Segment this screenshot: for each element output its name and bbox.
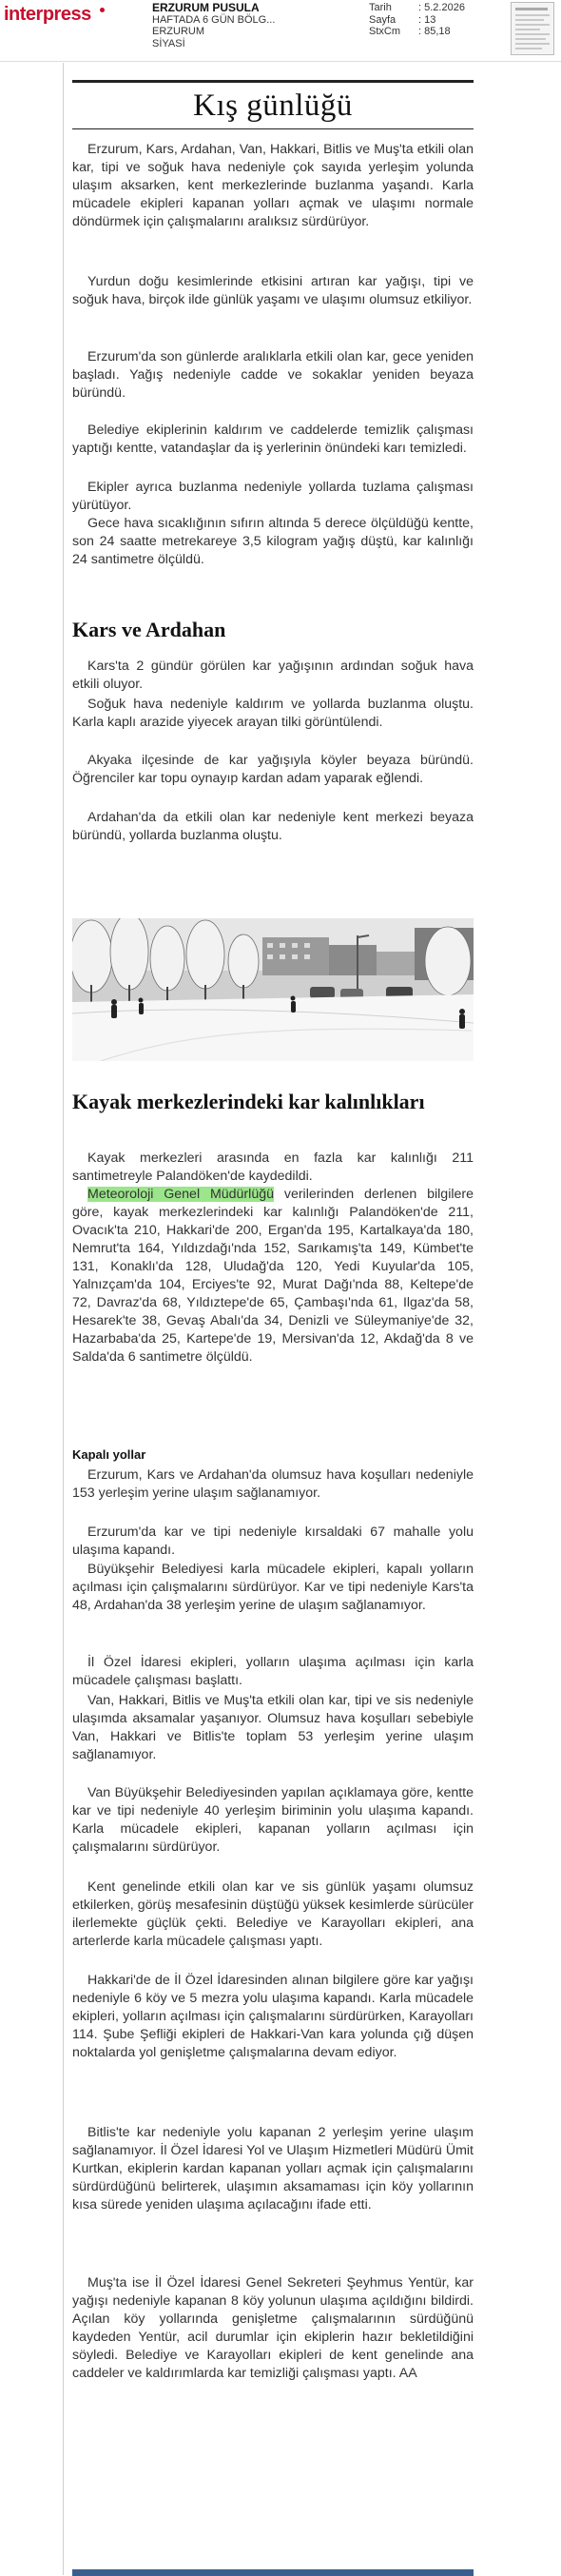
- ski-paragraph-data: [72, 1186, 474, 1367]
- roads-paragraph: Erzurum, Kars ve Ardahan'da olumsuz hava koşulları nedeniyle 153 yerleşim yerine ulaşım sağlanamıyor.: [72, 1467, 474, 1501]
- clipping-header: [0, 0, 561, 63]
- intro-paragraph: Yurdun doğu kesimlerinde etkisini artıran kar yağışı, tipi ve soğuk hava, birçok ilde günlük yaşamı ve ulaşımı olumsuz etkiliyor.: [72, 274, 474, 307]
- date-label: Tarih: [369, 2, 392, 13]
- ski-paragraph: Kayak merkezleri arasında en fazla kar kalınlığı 211 santimetreyle Palandöken'de kaydedildi.: [72, 1150, 474, 1184]
- roads-paragraph: Erzurum'da kar ve tipi nedeniyle kırsaldaki 67 mahalle yolu ulaşıma kapandı.: [72, 1524, 474, 1558]
- publication-info: [152, 2, 275, 49]
- kars-paragraph: Ardahan'da da etkili olan kar nedeniyle kent merkezi beyaza büründü, yollarda buzlanma oluştu.: [72, 810, 474, 843]
- publication-section: SİYASİ: [152, 37, 185, 49]
- page-value: 13: [424, 13, 436, 26]
- subheading-ski: Kayak merkezlerindeki kar kalınlıkları: [72, 1090, 425, 1113]
- subheading-kars: Kars ve Ardahan: [72, 618, 226, 641]
- intro-paragraph: Erzurum'da son günlerde aralıklarla etkili olan kar, gece yeniden başladı. Yağış nedeniyle cadde ve sokaklar yeniden beyaza büründü.: [72, 349, 474, 401]
- stx-value: 85,18: [424, 26, 451, 37]
- interpress-logo: interpress: [4, 4, 91, 25]
- roads-paragraph: Hakkari'de de İl Özel İdaresinden alınan bilgilere göre kar yağışı nedeniyle 6 köy ve 5 mezra yolu ulaşıma kapandı. Karla mücadele ekipleri, yolların açılması için çalışmalarını sürdürürken, Karayolları 114. Şube Şefliği ekipleri de Hakkari-Van kara yolunda çığ düşen noktalarda yol genişletme çalışmalarına devam ediyor.: [72, 1973, 474, 2060]
- intro-paragraph: Erzurum, Kars, Ardahan, Van, Hakkari, Bitlis ve Muş'ta etkili olan kar, tipi ve soğuk hava nedeniyle çok sayıda yerleşim yolunda ulaşım aksarken, kent merkezlerinde buzlanma yaşandı. Karla mücadele ekipleri kapanan yolları açmak ve ulaşımı normale döndürmek için çalışmalarını aralıksız sürdürüyor.: [72, 142, 474, 229]
- roads-paragraph: Van, Hakkari, Bitlis ve Muş'ta etkili olan kar, tipi ve sis nedeniyle ulaşımda aksamalar yaşanıyor. Olumsuz hava koşulları sebebiyle Van, Hakkari ve Bitlis'te toplam 53 yerleşim yerine ulaşım sağlanamıyor.: [72, 1693, 474, 1762]
- kars-paragraph: Akyaka ilçesinde de kar yağışıyla köyler beyaza büründü. Öğrenciler kar topu oynayıp kardan adam yaparak eğlendi.: [72, 753, 474, 786]
- roads-paragraph: Bitlis'te kar nedeniyle yolu kapanan 2 yerleşim yerine ulaşım sağlanamıyor. İl Özel İdaresi Yol ve Ulaşım Hizmetleri Müdürü Ümit Kurtkan, ekiplerin kardan kapanan yolları açmak için çalışmalarını sürdürdüğünü belirterek, ulaşımın aksamaması için köy yollarının kısa sürede yeniden ulaşıma açılacağını ifade etti.: [72, 2125, 474, 2212]
- publication-city: ERZURUM: [152, 26, 204, 37]
- intro-paragraph: Belediye ekiplerinin kaldırım ve caddelerde temizlik çalışması yaptığı kentte, vatandaşlar da iş yerlerinin önündeki karı temizledi.: [72, 423, 474, 456]
- clipping-meta: Tarih : 5.2.2026 Sayfa : 13 StxCm : 85,18: [369, 2, 465, 37]
- intro-paragraph: Gece hava sıcaklığının sıfırın altında 5 derece ölçüldüğü kentte, son 24 saatte metrekareye 3,5 kilogram yağış düştü, kar kalınlığı 24 santimetre ölçüldü.: [72, 516, 474, 567]
- roads-paragraph: Muş'ta ise İl Özel İdaresi Genel Sekreteri Şeyhmus Yentür, kar yağışı nedeniyle kapanan 8 köy yolunun ulaşıma açıldığını bildirdi. Açılan köy yollarında genişletme çalışmalarının sürdüğünü kaydeden Yentür, acil durumlar için ekiplerin hazır bekletildiğini söyledi. Belediye ve Karayolları ekipleri de kent genelinde ana caddeler ve kaldırımlarda kar temizliği çalışması yaptı. AA: [72, 2275, 474, 2381]
- page-thumbnail-icon[interactable]: [511, 2, 554, 55]
- highlighted-source: Meteoroloji Genel Müdürlüğü: [87, 1187, 274, 1202]
- page-bottom-bar: [72, 2569, 474, 2576]
- publication-name: ERZURUM PUSULA: [152, 1, 260, 14]
- snowy-street-photo: [72, 918, 474, 1061]
- roads-paragraph: İl Özel İdaresi ekipleri, yolların ulaşıma açılması için karla mücadele çalışması başlattı.: [72, 1655, 474, 1688]
- kars-paragraph: Kars'ta 2 gündür görülen kar yağışının ardından soğuk hava etkili oluyor.: [72, 659, 474, 692]
- header-divider: [0, 61, 561, 62]
- kars-paragraph: Soğuk hava nedeniyle kaldırım ve yollarda buzlanma oluştu. Karla kaplı arazide yiyecek arayan tilki görüntülendi.: [72, 697, 474, 730]
- article-title-banner: [72, 80, 474, 129]
- subheading-roads: Kapalı yollar: [72, 1447, 146, 1462]
- logo-dot-icon: [100, 8, 105, 12]
- article: [72, 67, 474, 2569]
- article-title: Kış günlüğü: [193, 88, 353, 123]
- column-divider: [63, 63, 64, 2575]
- roads-paragraph: Kent genelinde etkili olan kar ve sis günlük yaşamı olumsuz etkilerken, görüş mesafesinin düştüğü yüksek kesimlerde sürücüler ilerlemekte güçlük çekti. Belediye ve Karayolları ekipleri, ana arterlerde karla mücadele çalışması yaptı.: [72, 1879, 474, 1949]
- publication-edition: HAFTADA 6 GÜN BÖLG...: [152, 13, 276, 26]
- roads-paragraph: Van Büyükşehir Belediyesinden yapılan açıklamaya göre, kentte kar ve tipi nedeniyle 40 yerleşim biriminin yolu ulaşıma kapandı. Karla mücadele ekipleri, kapanan yolların açılması için çalışmalarını sürdürüyor.: [72, 1785, 474, 1855]
- intro-paragraph: Ekipler ayrıca buzlanma nedeniyle yollarda tuzlama çalışması yürütüyor.: [72, 480, 474, 513]
- roads-paragraph: Büyükşehir Belediyesi karla mücadele ekipleri, kapalı yolların açılması için çalışmalarını sürdürüyor. Kar ve tipi nedeniyle Kars'ta 48, Ardahan'da 38 yerleşim yerine de ulaşım sağlanamıyor.: [72, 1562, 474, 1613]
- date-value: 5.2.2026: [424, 2, 465, 13]
- page-label: Sayfa: [369, 13, 397, 26]
- ski-paragraph-text: verilerinden derlenen bilgilere göre, kayak merkezlerindeki kar kalınlığı Palandöken'de 211, Ovacık'ta 210, Hakkari'de 200, Ergan'da 195, Kartalkaya'da 180, Nemrut'ta 164, Yıldızdağı'nda 152, Sarıkamış'ta 149, Kümbet'te 131, Konaklı'da 128, Uludağ'da 120, Yedi Kuyular'da 105, Yalnızçam'da 104, Erciyes'te 92, Murat Dağı'nda 88, Keltepe'de 72, Davraz'da 68, Yıldıztepe'de 65, Çambaşı'nda 61, Ilgaz'da 58, Hesarek'te 38, Gevaş Abalı'da 34, Denizli ve Süleymaniye'de 32, Hazarbaba'da 25, Kartepe'de 19, Mersivan'da 12, Akdağ'da 8 ve Salda'da 6 santimetre ölçüldü.: [72, 1187, 474, 1365]
- stx-label: StxCm: [369, 26, 400, 37]
